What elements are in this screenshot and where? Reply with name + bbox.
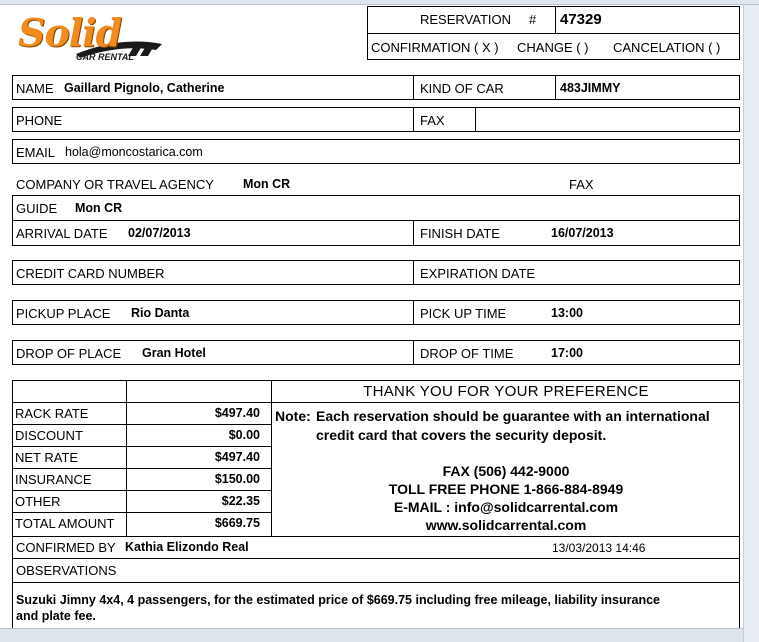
rate-row-insurance xyxy=(12,469,272,491)
logo-brand-text: Solid xyxy=(18,10,122,55)
reservation-label: RESERVATION xyxy=(420,12,512,27)
contact-toll-free: TOLL FREE PHONE 1-866-884-8949 xyxy=(388,481,624,497)
rate-value: $497.40 xyxy=(214,450,260,464)
rate-row-total xyxy=(12,513,272,535)
thank-you-heading: THANK YOU FOR YOUR PREFERENCE xyxy=(363,383,649,400)
kind-of-car-label: KIND OF CAR xyxy=(420,81,504,96)
fax-label: FAX xyxy=(420,113,445,128)
contact-website: www.solidcarrental.com xyxy=(425,517,587,533)
pickup-time-value: 13:00 xyxy=(551,306,583,320)
phone-label: PHONE xyxy=(16,113,63,128)
confirmed-by-label: CONFIRMED BY xyxy=(16,540,116,555)
drop-time-value: 17:00 xyxy=(551,346,583,360)
credit-card-label: CREDIT CARD NUMBER xyxy=(16,266,165,281)
observations-line-1: Suzuki Jimny 4x4, 4 passengers, for the estimated price of $669.75 including free mileage, liability insurance xyxy=(16,593,660,607)
arrival-date-label: ARRIVAL DATE xyxy=(16,226,108,241)
note-line-2: credit card that covers the security deposit. xyxy=(316,427,607,443)
option-cancelation: CANCELATION ( ) xyxy=(613,40,721,55)
email-value: hola@moncostarica.com xyxy=(65,145,203,159)
arrival-date-value: 02/07/2013 xyxy=(128,226,191,240)
rate-row-net xyxy=(12,447,272,469)
kind-of-car-value: 483JIMMY xyxy=(560,81,621,95)
name-label: NAME xyxy=(16,81,54,96)
rate-row-discount xyxy=(12,425,272,447)
phone-row xyxy=(12,107,740,132)
option-change: CHANGE ( ) xyxy=(517,40,589,55)
rate-label: NET RATE xyxy=(15,450,79,465)
confirmed-by-value: Kathia Elizondo Real xyxy=(125,540,249,554)
rate-row-rack xyxy=(12,403,272,425)
rate-value: $150.00 xyxy=(214,472,260,486)
rate-value: $669.75 xyxy=(214,516,260,530)
observations-line-2: and plate fee. xyxy=(16,609,96,623)
name-value: Gaillard Pignolo, Catherine xyxy=(64,81,225,95)
rate-label: RACK RATE xyxy=(15,406,89,421)
email-label: EMAIL xyxy=(16,145,56,160)
option-confirmation: CONFIRMATION ( X ) xyxy=(371,40,499,55)
finish-date-label: FINISH DATE xyxy=(420,226,500,241)
guide-value: Mon CR xyxy=(75,201,123,215)
window-top-edge xyxy=(0,0,759,5)
company-label: COMPANY OR TRAVEL AGENCY xyxy=(16,177,214,192)
reservation-number: 47329 xyxy=(560,11,602,28)
drop-time-label: DROP OF TIME xyxy=(420,346,514,361)
vertical-scrollbar[interactable] xyxy=(743,5,759,642)
pickup-time-label: PICK UP TIME xyxy=(420,306,507,321)
rate-value: $0.00 xyxy=(228,428,260,442)
expiration-date-label: EXPIRATION DATE xyxy=(420,266,536,281)
logo-sub-text: CAR RENTAL xyxy=(76,52,134,62)
company-logo xyxy=(16,10,164,72)
pickup-row xyxy=(12,300,740,325)
rate-label: OTHER xyxy=(15,494,61,509)
rate-value: $497.40 xyxy=(214,406,260,420)
note-line-1: Each reservation should be guarantee with an international xyxy=(316,408,710,424)
note-label: Note: xyxy=(275,408,311,424)
observations-label: OBSERVATIONS xyxy=(16,563,117,578)
horizontal-scrollbar[interactable] xyxy=(0,628,743,642)
company-fax-label: FAX xyxy=(569,177,594,192)
pickup-place-label: PICKUP PLACE xyxy=(16,306,111,321)
pickup-place-value: Rio Danta xyxy=(131,306,190,320)
rate-value: $22.35 xyxy=(221,494,260,508)
rate-row-other xyxy=(12,491,272,513)
finish-date-value: 16/07/2013 xyxy=(551,226,614,240)
drop-place-label: DROP OF PLACE xyxy=(16,346,122,361)
company-value: Mon CR xyxy=(243,177,291,191)
contact-email: E-MAIL : info@solidcarrental.com xyxy=(393,499,619,515)
rate-label: DISCOUNT xyxy=(15,428,83,443)
guide-label: GUIDE xyxy=(16,201,58,216)
contact-fax: FAX (506) 442-9000 xyxy=(442,463,570,479)
rate-label: INSURANCE xyxy=(15,472,92,487)
reservation-hash: # xyxy=(529,12,537,27)
confirmed-timestamp: 13/03/2013 14:46 xyxy=(552,541,646,555)
rate-label: TOTAL AMOUNT xyxy=(15,516,115,531)
drop-place-value: Gran Hotel xyxy=(142,346,206,360)
